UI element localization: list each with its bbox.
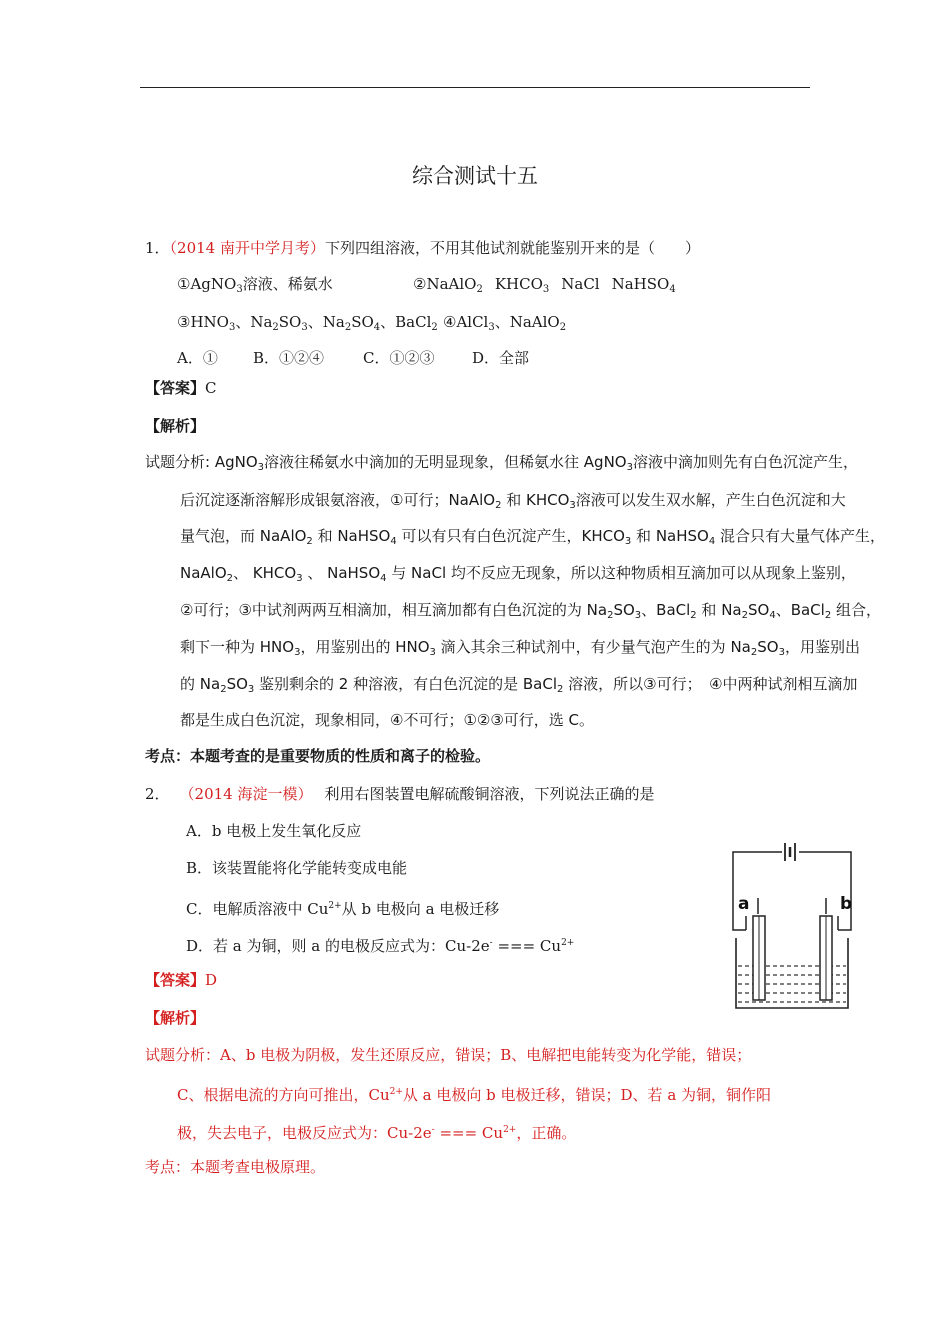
q1-analysis-line-6: 剩下一种为 $HNO_3$，用鉴别出的 $HNO_3$ 滴入其余三种试剂中，有少量气泡产生的为 $Na_2SO_3$，用鉴别出 [180, 638, 860, 658]
q1-analysis-line-1: 试题分析: AgNO$_3$溶液往稀氨水中滴加的无明显现象，但稀氨水往 AgNO$_3$溶液中滴加则先有白色沉淀产生， [145, 453, 858, 473]
q2-option-c: C．电解质溶液中 $Cu^{2+}$从 b 电极向 a 电极迁移 [186, 900, 500, 918]
q1-analysis-line-4: NaAlO$_2$、 $KHCO_3$ 、 NaHSO$_4$ 与 NaCl 均不反应无现象，所以这种物质相互滴加可以从现象上鉴别， [180, 564, 856, 584]
q2-stem-line [145, 784, 655, 804]
q2-option-d: D．若 a 为铜，则 a 的电极反应式为：Cu-2e- === $Cu^{2+}$ [186, 937, 575, 955]
page-title: 综合测试十五 [412, 164, 538, 188]
q1-analysis-line-2: 后沉淀逐渐溶解形成银氨溶液，①可行；NaAlO$_2$ 和 $KHCO_3$溶液可以发生双水解，产生白色沉淀和大 [180, 491, 846, 511]
q1-analysis-line-5: ②可行；③中试剂两两互相滴加，相互滴加都有白色沉淀的为 $Na_2SO_3$、BaCl$_2$ 和 $Na_2SO_4$、BaCl$_2$ 组合， [180, 601, 881, 621]
q1-analysis-tag: 【解析】 [145, 417, 206, 435]
q1-group-2: ②NaAlO$_2$ $KHCO_3$ NaCl NaHSO$_4$ [413, 275, 676, 295]
q2-option-a: A．b 电极上发生氧化反应 [186, 822, 362, 840]
q1-kaodian: 考点：本题考查的是重要物质的性质和离子的检验。 [145, 747, 491, 765]
q1-option-b: B．①②④ [253, 349, 325, 367]
q1-source: （2014 南开中学月考） [169, 239, 325, 257]
q1-group-3: $③HNO_3$、$Na_2SO_3$、$Na_2SO_4$、BaCl$_2$ [177, 313, 438, 333]
header-rule [140, 87, 810, 88]
electrolysis-apparatus-figure [728, 842, 856, 1014]
q2-stem: 利用右图装置电解硫酸铜溶液，下列说法正确的是 [324, 785, 655, 803]
q1-option-a: A．① [177, 349, 218, 367]
q2-answer: 【答案】D [145, 971, 218, 989]
q1-group-4: ④AlCl$_3$、NaAlO$_2$ [443, 313, 567, 333]
q2-analysis-tag: 【解析】 [145, 1009, 206, 1027]
q2-analysis-line-2: C、根据电流的方向可推出，$Cu^{2+}$从 a 电极向 b 电极迁移，错误；D、若 a 为铜，铜作阳 [177, 1086, 772, 1104]
q2-kaodian: 考点：本题考查电极原理。 [145, 1158, 326, 1176]
q2-number: 2． [145, 785, 170, 803]
q1-analysis-line-8: 都是生成白色沉淀，现象相同，④不可行；①②③可行，选 C。 [180, 711, 595, 729]
q2-option-b: B．该装置能将化学能转变成电能 [186, 859, 408, 877]
q1-analysis-line-7: 的 $Na_2SO_3$ 鉴别剩余的 2 种溶液，有白色沉淀的是 BaCl$_2$ 溶液，所以③可行； ④中两种试剂相互滴加 [180, 675, 858, 695]
label-a: a [738, 894, 750, 914]
q1-option-d: D．全部 [472, 349, 530, 367]
q2-source: （2014 海淀一模） [179, 785, 313, 803]
q1-option-c: C．①②③ [363, 349, 435, 367]
q2-analysis-line-1: 试题分析：A、b 电极为阴极，发生还原反应，错误；B、电解把电能转变为化学能，错误； [145, 1046, 752, 1064]
q1-stem-line [145, 238, 700, 258]
label-b: b [840, 894, 853, 914]
q1-stem: 下列四组溶液，不用其他试剂就能鉴别开来的是（ ） [325, 239, 701, 257]
q1-group-1: ①AgNO$_3$溶液、稀氨水 [177, 275, 333, 295]
q1-analysis-line-3: 量气泡，而 NaAlO$_2$ 和 NaHSO$_4$ 可以有只有白色沉淀产生，$KHCO_3$ 和 NaHSO$_4$ 混合只有大量气体产生， [180, 527, 885, 547]
q1-answer: 【答案】C [145, 379, 217, 397]
q1-number: 1． [145, 239, 170, 257]
q2-analysis-line-3: 极，失去电子，电极反应式为：Cu-2e- === $Cu^{2+}$，正确。 [177, 1124, 577, 1142]
